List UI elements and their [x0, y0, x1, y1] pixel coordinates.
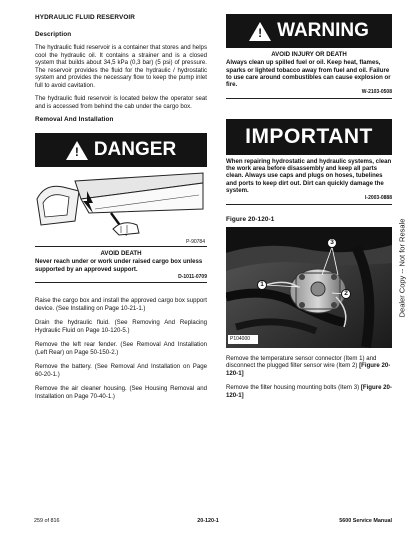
figure-step-2-text: Remove the filter housing mounting bolts (Item 3) — [226, 384, 361, 392]
danger-title: AVOID DEATH — [100, 250, 142, 257]
footer-manual-title: 5600 Service Manual — [339, 518, 392, 524]
danger-code: D-1011-0709 — [178, 273, 207, 280]
warning-triangle-icon: ! — [66, 141, 88, 160]
important-code: I-2003-0888 — [365, 195, 392, 202]
warning-banner — [226, 14, 392, 48]
removal-heading: Removal And Installation — [35, 116, 114, 123]
footer-page-number: 20-120-1 — [197, 518, 219, 524]
danger-text: Never reach under or work under raised cargo box unless supported by an approved support. — [35, 258, 203, 273]
danger-word: DANGER — [93, 139, 177, 160]
danger-bottom-divider — [35, 282, 207, 283]
description-heading: Description — [35, 31, 72, 38]
figure-step-2-ref: [Figure 20-120-1] — [226, 384, 392, 399]
section-heading: HYDRAULIC FLUID RESERVOIR — [35, 14, 136, 21]
footer-page-count: 259 of 816 — [34, 518, 60, 524]
warning-title: AVOID INJURY OR DEATH — [271, 51, 347, 58]
step-1: Raise the cargo box and install the approved cargo box support device. (See Installing on Page 10-21-1.) — [35, 297, 207, 312]
danger-divider — [35, 246, 207, 247]
figure-step-1 — [226, 355, 392, 378]
figure-label: Figure 20-120-1 — [226, 215, 275, 223]
danger-image-code: P-90784 — [186, 239, 205, 245]
danger-illustration — [35, 169, 207, 245]
cargo-box-support-illustration — [35, 169, 207, 237]
figure-step-1-ref: [Figure 20-120-1] — [226, 362, 391, 377]
step-4: Remove the battery. (See Removal And Installation on Page 60-20-1.) — [35, 363, 207, 378]
figure-step-2 — [226, 384, 392, 399]
warning-triangle-icon: ! — [249, 22, 271, 41]
description-paragraph-1: The hydraulic fluid reservoir is a container that stores and helps cool the hydraulic oil. It contains a strainer and is a closed system that builds about 34,5 kPa (0,3 bar) (5 psi) of pressure. The reservoir provides the fluid for the hydraulic / hydrostatic system and provides the necessary flow to keep the pump inlet full to avoid cavitation. — [35, 44, 207, 89]
important-banner — [226, 119, 392, 155]
right-column — [226, 14, 392, 399]
warning-divider — [226, 98, 392, 99]
description-paragraph-2: The hydraulic fluid reservoir is located below the operator seat and is accessed from behind the cab under the cargo box. — [35, 95, 207, 110]
figure-photo — [226, 227, 392, 348]
left-column — [35, 14, 207, 400]
callout-3: 3 — [327, 238, 337, 248]
step-5: Remove the air cleaner housing. (See Housing Removal and Installation on Page 70-40-1.) — [35, 385, 207, 400]
important-divider — [226, 204, 392, 205]
sidebar-text: Dealer Copy -- Not for Resale — [397, 218, 407, 318]
figure-image-code: P104000 — [230, 335, 251, 342]
step-2: Drain the hydraulic fluid. (See Removing And Replacing Hydraulic Fluid on Page 10-120-5.) — [35, 319, 207, 334]
filter-housing-photo — [226, 227, 392, 348]
important-text: When repairing hydrostatic and hydraulic systems, clean the work area before disassembly and keep all parts clean. Always use caps and plugs on hoses, tubelines and ports to keep dirt out. Dirt can quickly damage the system. — [226, 157, 392, 194]
dealer-copy-sidebar — [396, 218, 408, 318]
warning-code: W-2103-0508 — [361, 89, 392, 96]
warning-text: Always clean up spilled fuel or oil. Keep heat, flames, sparks or lighted tobacco away from fuel and oil. Failure to use care around combustibles can cause explosion or fire. — [226, 59, 391, 89]
figure-step-1-text: Remove the temperature sensor connector (Item 1) and disconnect the plugged filter sensor wire (Item 2) — [226, 354, 377, 370]
step-3: Remove the left rear fender. (See Removal And Installation (Left Rear) on Page 50-150-2.) — [35, 341, 207, 356]
warning-word: WARNING — [277, 20, 369, 41]
callout-2: 2 — [341, 289, 351, 299]
danger-banner — [35, 133, 207, 167]
callout-1: 1 — [257, 280, 267, 290]
important-word: IMPORTANT — [245, 124, 373, 148]
